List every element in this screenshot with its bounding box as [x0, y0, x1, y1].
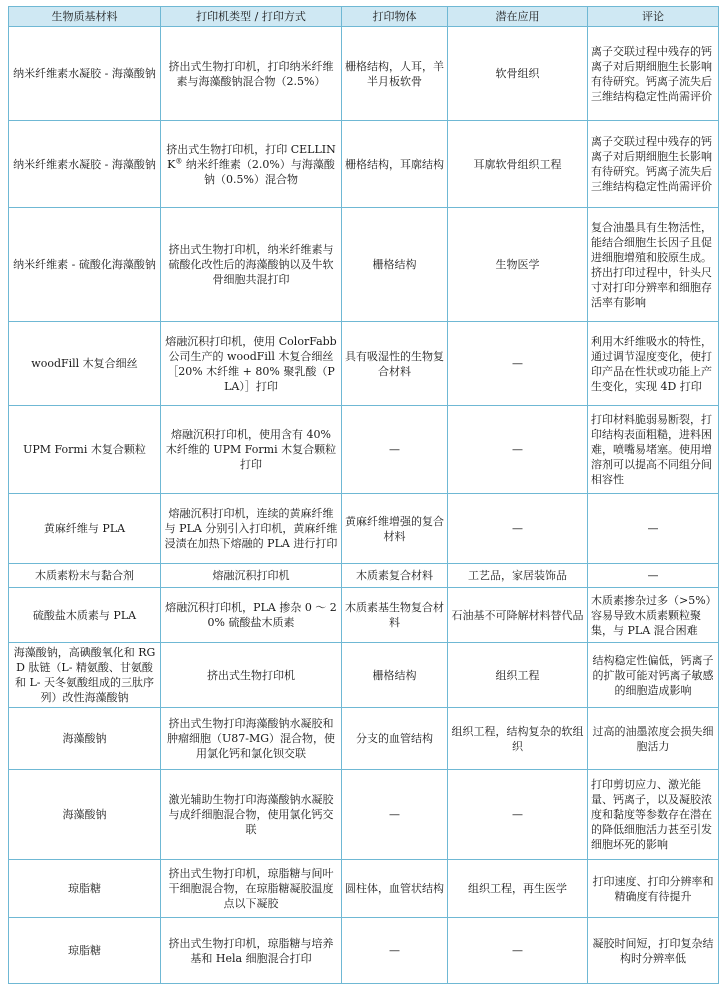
cell-material: 黄麻纤维与 PLA [9, 494, 161, 564]
cell-object: 栅格结构，人耳，羊半月板软骨 [342, 27, 448, 121]
cell-application: 组织工程，结构复杂的软组织 [448, 708, 588, 770]
cell-comment: 打印剪切应力、激光能量、钙离子，以及凝胶浓度和黏度等参数存在潜在的降低细胞活力甚至引发细胞坏死的影响 [588, 770, 719, 860]
cell-comment: 过高的油墨浓度会损失细胞活力 [588, 708, 719, 770]
cell-application: 生物医学 [448, 208, 588, 322]
cell-application: 工艺品，家居装饰品 [448, 564, 588, 588]
cell-object: 具有吸湿性的生物复合材料 [342, 322, 448, 406]
cell-object: 栅格结构，耳廓结构 [342, 121, 448, 208]
table-row [9, 322, 719, 406]
table-row [9, 770, 719, 860]
cell-object: 栅格结构 [342, 208, 448, 322]
cell-method: 熔融沉积打印机，连续的黄麻纤维与 PLA 分别引入打印机，黄麻纤维浸渍在加热下熔融的 PLA 进行打印 [161, 494, 342, 564]
cell-application: — [448, 770, 588, 860]
cell-method: 熔融沉积打印机 [161, 564, 342, 588]
cell-comment: — [588, 564, 719, 588]
cell-material: 海藻酸钠，高碘酸氧化和 RGD 肽链（L- 精氨酸、甘氨酸和 L- 天冬氨酸组成的三肽序列）改性海藻酸钠 [9, 643, 161, 708]
materials-table [8, 6, 719, 984]
header-comment: 评论 [588, 7, 719, 27]
cell-material: 纳米纤维素 - 硫酸化海藻酸钠 [9, 208, 161, 322]
cell-method: 激光辅助生物打印海藻酸钠水凝胶与成纤细胞混合物，使用氯化钙交联 [161, 770, 342, 860]
cell-method: 熔融沉积打印机，使用含有 40% 木纤维的 UPM Formi 木复合颗粒打印 [161, 406, 342, 494]
cell-comment: 结构稳定性偏低，钙离子的扩散可能对钙离子敏感的细胞造成影响 [588, 643, 719, 708]
table-row [9, 708, 719, 770]
table-row [9, 918, 719, 984]
cell-material: 琼脂糖 [9, 918, 161, 984]
cell-material: 硫酸盐木质素与 PLA [9, 588, 161, 643]
cell-method: 挤出式生物打印海藻酸钠水凝胶和肿瘤细胞（U87-MG）混合物，使用氯化钙和氯化钡交联 [161, 708, 342, 770]
registered-mark: ® [175, 156, 183, 165]
table-header-row [9, 7, 719, 27]
method-text-pre: 挤出式生物打印机，打印 CELLINK [166, 142, 336, 171]
cell-application: — [448, 918, 588, 984]
table-row [9, 588, 719, 643]
cell-method: 挤出式生物打印机，打印纳米纤维素与海藻酸钠混合物（2.5%） [161, 27, 342, 121]
cell-application: — [448, 322, 588, 406]
cell-application: 组织工程 [448, 643, 588, 708]
cell-method: 挤出式生物打印机，纳米纤维素与硫酸化改性后的海藻酸钠以及牛软骨细胞共混打印 [161, 208, 342, 322]
cell-material: woodFill 木复合细丝 [9, 322, 161, 406]
method-text-post: 纳米纤维素（2.0%）与海藻酸钠（0.5%）混合物 [182, 157, 335, 186]
cell-object: 黄麻纤维增强的复合材料 [342, 494, 448, 564]
cell-method [161, 121, 342, 208]
header-printed-object: 打印物体 [342, 7, 448, 27]
table-row [9, 643, 719, 708]
cell-material: 木质素粉末与黏合剂 [9, 564, 161, 588]
cell-object: 圆柱体，血管状结构 [342, 860, 448, 918]
header-material: 生物质基材料 [9, 7, 161, 27]
cell-comment: 离子交联过程中残存的钙离子对后期细胞生长影响有待研究。钙离子流失后三维结构稳定性尚需评价 [588, 121, 719, 208]
cell-comment: 打印材料脆弱易断裂，打印结构表面粗糙，进料困难，喷嘴易堵塞。使用增溶剂可以提高不同组分间相容性 [588, 406, 719, 494]
cell-material: 海藻酸钠 [9, 770, 161, 860]
cell-material: 纳米纤维素水凝胶 - 海藻酸钠 [9, 121, 161, 208]
table-row [9, 494, 719, 564]
cell-application: 石油基不可降解材料替代品 [448, 588, 588, 643]
cell-method: 挤出式生物打印机，琼脂糖与间叶干细胞混合物，在琼脂糖凝胶温度点以下凝胶 [161, 860, 342, 918]
cell-method: 挤出式生物打印机，琼脂糖与培养基和 Hela 细胞混合打印 [161, 918, 342, 984]
cell-method: 熔融沉积打印机，PLA 掺杂 0 ～ 20% 硫酸盐木质素 [161, 588, 342, 643]
table-row [9, 406, 719, 494]
cell-material: 琼脂糖 [9, 860, 161, 918]
cell-material: UPM Formi 木复合颗粒 [9, 406, 161, 494]
table-row [9, 121, 719, 208]
cell-comment: — [588, 494, 719, 564]
cell-object: 木质素复合材料 [342, 564, 448, 588]
cell-comment: 复合油墨具有生物活性，能结合细胞生长因子且促进细胞增殖和胶原生成。挤出打印过程中，针头尺寸对打印分辨率和细胞存活率有影响 [588, 208, 719, 322]
cell-object: — [342, 770, 448, 860]
header-application: 潜在应用 [448, 7, 588, 27]
cell-method: 挤出式生物打印机 [161, 643, 342, 708]
cell-material: 纳米纤维素水凝胶 - 海藻酸钠 [9, 27, 161, 121]
table-row [9, 208, 719, 322]
cell-comment: 离子交联过程中残存的钙离子对后期细胞生长影响有待研究。钙离子流失后三维结构稳定性尚需评价 [588, 27, 719, 121]
header-printer-method: 打印机类型 / 打印方式 [161, 7, 342, 27]
table-row [9, 860, 719, 918]
cell-application: 组织工程，再生医学 [448, 860, 588, 918]
cell-method: 熔融沉积打印机，使用 ColorFabb 公司生产的 woodFill 木复合细丝［20% 木纤维 + 80% 聚乳酸（PLA）］打印 [161, 322, 342, 406]
cell-object: 分支的血管结构 [342, 708, 448, 770]
cell-comment: 凝胶时间短，打印复杂结构时分辨率低 [588, 918, 719, 984]
cell-application: 软骨组织 [448, 27, 588, 121]
cell-comment: 木质素掺杂过多（>5%）容易导致木质素颗粒聚集，与 PLA 混合困难 [588, 588, 719, 643]
cell-object: 栅格结构 [342, 643, 448, 708]
cell-object: — [342, 918, 448, 984]
cell-comment: 利用木纤维吸水的特性，通过调节湿度变化，使打印产品在性状或功能上产生变化，实现 4D 打印 [588, 322, 719, 406]
table-row [9, 27, 719, 121]
cell-object: — [342, 406, 448, 494]
cell-object: 木质素基生物复合材料 [342, 588, 448, 643]
table-row [9, 564, 719, 588]
cell-comment: 打印速度、打印分辨率和精确度有待提升 [588, 860, 719, 918]
cell-application: 耳廓软骨组织工程 [448, 121, 588, 208]
cell-application: — [448, 406, 588, 494]
cell-material: 海藻酸钠 [9, 708, 161, 770]
cell-application: — [448, 494, 588, 564]
